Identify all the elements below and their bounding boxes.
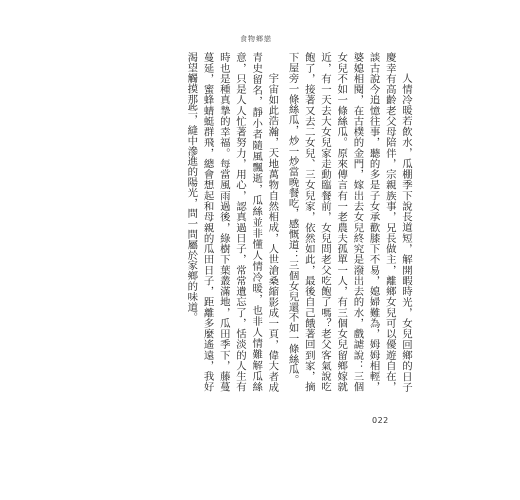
body-text-column (114, 52, 414, 392)
paragraph: 人情冷暖若飲水，瓜棚季下說長道短，解開暇時光，女兒回鄉的日子慶幸有高齡老父母陪伴，宗親族事，兄長做主，離鄉女兒可以優遊自在，談古說今追憶往事，聽的多是子女承歡膝下不易，媳婦難為，姆姆相輕，婆媳相閱，在古樸的金門，嫁出去女兒終究是潑出去的水，戲謔說：三個女兒不如一條絲瓜。原來傳言有一老農夫孤單一人，有三個女兒留鄉嫁就近，有一天去大女兒家走動臨餐前，女兒問老父吃飽了嗎？老父客氣說吃飽了，接著又去二女兒、三女兒家，依然如此，最後自己餓著回到家，摘下屋旁一條絲瓜，炒一炒當晚餐吃，感慨道：三個女兒還不如一條絲瓜。 (286, 52, 412, 392)
paragraph: 宇宙如此浩瀚，天地萬物自然相成，人世滄桑縮影成一頁，偉大者成青史留名，靜小者隨風飄逝，瓜絲並非懂人情冷暖，也非人情難解瓜絲意，只是人人忙著努力，用心，認真過日子，常常遺忘了，恬淡的人生有時也是種真摯的幸福。每當風雨過後，綠樹下葉叢滿地，瓜田季下，藤蔓蔓延，蜜蜂蜻蜓群飛，總會想起和母親的瓜田日子，距離多麼遙遠，我好渴望觸摸那些，縫中滲進的陽光，問一問屬於家鄉的味道。 (185, 52, 279, 392)
page-number: 022 (372, 416, 389, 425)
running-title: 食物鄉戀 (240, 35, 272, 43)
